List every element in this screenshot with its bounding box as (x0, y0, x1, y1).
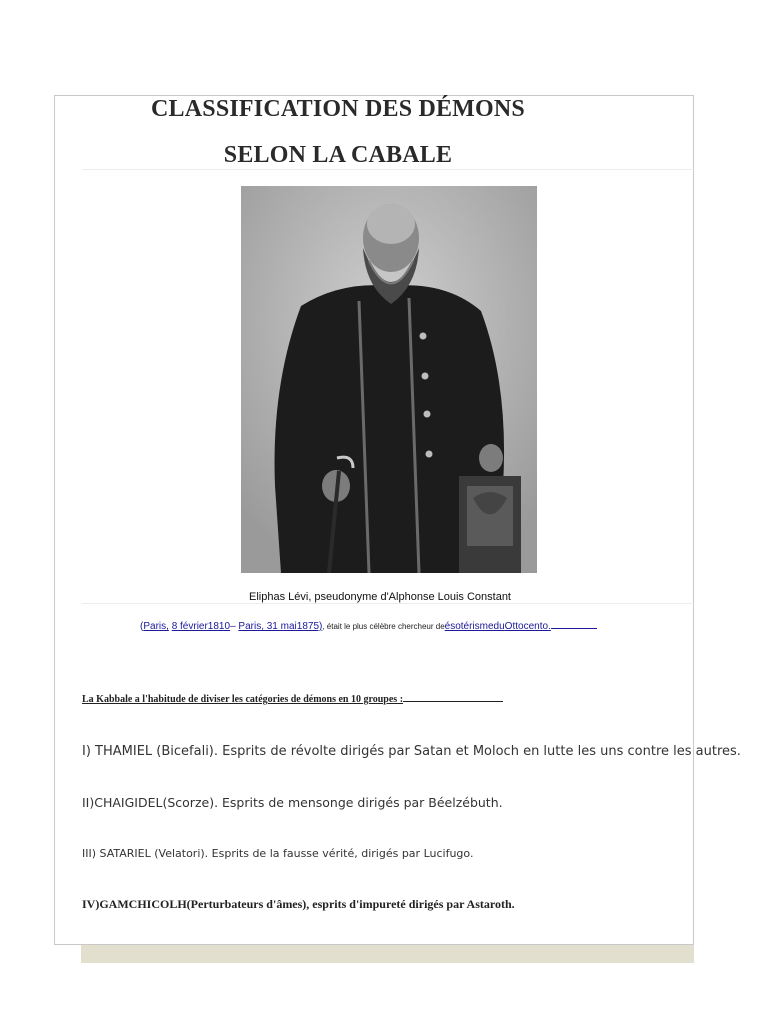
caption-divider (82, 603, 695, 604)
bio-open-paren: ( (140, 621, 144, 632)
intro-text: La Kabbale a l'habitude de diviser les catégories de démons en 10 groupes : (82, 694, 404, 705)
title-line-1: CLASSIFICATION DES DÉMONS (151, 96, 525, 122)
demon-group-4: IV)GAMCHICOLH(Perturbateurs d'âmes), esprits d'impureté dirigés par Astaroth. (82, 897, 515, 911)
bio-line (140, 621, 660, 632)
link-ottocento[interactable]: Ottocento. (504, 621, 551, 632)
title-line-2: SELON LA CABALE (223, 142, 453, 168)
link-paris-birth[interactable]: Paris, (143, 621, 169, 632)
bio-dash: – (230, 621, 239, 632)
document-page (54, 95, 741, 945)
link-paris-death[interactable]: Paris, 31 mai1875) (238, 621, 323, 632)
link-birth-date[interactable]: 8 février1810 (171, 621, 231, 632)
bio-trailing-underline (551, 627, 597, 629)
demon-group-2: II)CHAIGIDEL(Scorze). Esprits de mensonge dirigés par Béelzébuth. (82, 795, 503, 810)
title-divider (82, 169, 695, 170)
portrait-photo (241, 186, 537, 573)
intro-heading (82, 694, 503, 705)
link-esoterisme[interactable]: ésotérisme (444, 621, 494, 632)
portrait-caption: Eliphas Lévi, pseudonyme d'Alphonse Louis Constant (249, 591, 511, 603)
demon-group-3: III) SATARIEL (Velatori). Esprits de la fausse vérité, dirigés par Lucifugo. (82, 847, 474, 860)
bio-sentence: , était le plus célèbre chercheur de (322, 622, 445, 631)
link-du[interactable]: du (493, 621, 505, 632)
demon-group-1: I) THAMIEL (Bicefali). Esprits de révolte dirigés par Satan et Moloch en lutte les uns contre les autres. (82, 744, 741, 759)
intro-trailing-underline (403, 700, 503, 702)
